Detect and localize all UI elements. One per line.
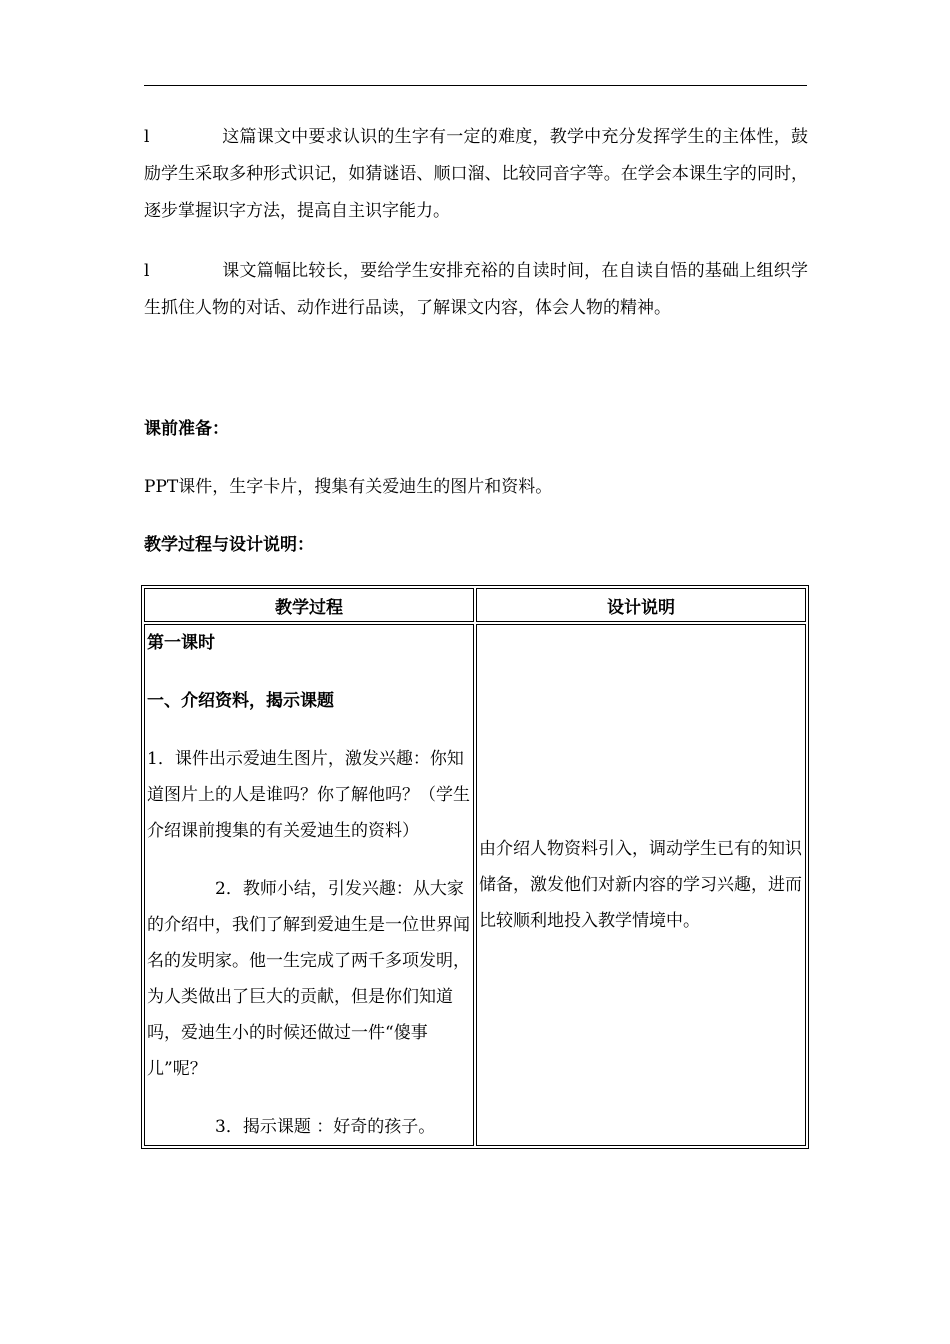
lesson-title: 第一课时 — [147, 633, 215, 653]
step-3: 3．揭示课题 ：好奇的孩子。 — [215, 1117, 436, 1137]
column-header-design: 设计说明 — [476, 588, 806, 622]
process-cell — [144, 624, 474, 1146]
prep-heading: 课前准备： — [144, 419, 229, 439]
prep-text: PPT课件，生字卡片，搜集有关爱迪生的图片和资料。 — [144, 477, 553, 497]
column-header-process: 教学过程 — [144, 588, 474, 622]
step-1: 1．课件出示爱迪生图片，激发兴趣：你知道图片上的人是谁吗？你了解他吗？（学生介绍课前搜集的有关爱迪生的资料） — [147, 749, 470, 841]
design-note: 由介绍人物资料引入，调动学生已有的知识储备，激发他们对新内容的学习兴趣，进而比较顺利地投入教学情境中。 — [479, 839, 802, 931]
intro-paragraph-1-text: 这篇课文中要求认识的生字有一定的难度，教学中充分发挥学生的主体性，鼓励学生采取多种形式识记，如猜谜语、顺口溜、比较同音字等。在学会本课生字的同时，逐步掌握识字方法，提高自主识字能力。 — [144, 127, 808, 221]
bullet-marker: l — [144, 261, 150, 281]
table-row — [144, 624, 806, 1146]
intro-paragraph-2-text: 课文篇幅比较长，要给学生安排充裕的自读时间，在自读自悟的基础上组织学生抓住人物的对话、动作进行品读，了解课文内容，体会人物的精神。 — [144, 261, 808, 318]
intro-paragraph-1 — [144, 119, 808, 230]
design-cell — [476, 624, 806, 1146]
bullet-marker: l — [144, 127, 150, 147]
intro-paragraph-2 — [144, 253, 808, 327]
step-2: 2．教师小结，引发兴趣：从大家的介绍中，我们了解到爱迪生是一位世界闻名的发明家。他一生完成了两千多项发明，为人类做出了巨大的贡献，但是你们知道吗，爱迪生小的时候还做过一件“傻事儿”呢？ — [147, 879, 470, 1079]
process-heading: 教学过程与设计说明： — [144, 535, 314, 555]
header-rule — [144, 85, 807, 86]
lesson-table — [141, 585, 809, 1149]
section-title: 一、介绍资料，揭示课题 — [147, 691, 334, 711]
table-header-row — [144, 588, 806, 622]
